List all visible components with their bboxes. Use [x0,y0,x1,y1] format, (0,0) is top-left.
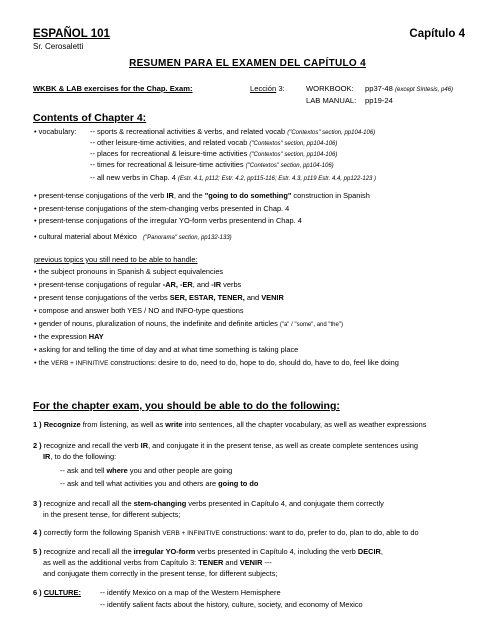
exam-item-6-line2: -- identify salient facts about the history, culture, society, and economy of Mexico [100,600,363,609]
vocab-item [90,173,376,182]
teacher-name: Sr. Cerosaletti [33,42,84,51]
text-small: VERB + INFINITIVE [51,360,109,367]
text: into sentences, all the chapter vocabulary, as well as weather expressions [184,420,427,429]
previous-item: • compose and answer both YES / NO and INFO-type questions [34,306,244,315]
vocab-item [90,149,337,158]
text-bold: IR [43,452,51,461]
exam-subitem [60,466,232,475]
vocab-cite: (Estr. 4.1, p112; Estr. 4.2, pp115-116; Estr. 4.3, p119 Estr. 4.4, pp122-123 ) [177,176,377,182]
previous-item: • present tense conjugations of the verbs SER, ESTAR, TENER, and VENIR [34,293,284,302]
course-title: ESPAÑOL 101 [33,28,110,40]
item-number: 2 ) [33,441,42,450]
text: , to do the following: [50,452,117,461]
content-item-culture: • cultural material about México ("Panorama" section, pp132-133) [34,232,232,241]
item-number: 1 ) [33,420,42,429]
workbook-pages [365,84,453,93]
exam-item-6 [33,588,81,597]
page-title: RESUMEN PARA EL EXAMEN DEL CAPÍTULO 4 [129,58,366,69]
previous-item: • the subject pronouns in Spanish & subject equivalencies [34,267,224,276]
previous-item: • gender of nouns, pluralization of nouns, the indefinite and definite articles ("a" / "some", and "the") [34,319,343,328]
vocab-text: -- sports & recreational activities & verbs, and related vocab [90,127,286,136]
exam-subitem [60,479,258,488]
text: and [225,558,238,567]
text-bold: SER, ESTAR, TENER, [169,293,245,302]
text: from listening, as well as [82,420,164,429]
text-bold: going to do [218,479,259,488]
content-item-yo: • present-tense conjugations of the irregular YO-form verbs presentend in Chap. 4 [34,216,302,225]
text: correctly form the following Spanish [43,528,161,537]
workbook-pages-value: pp37-48 [365,84,393,93]
vocab-label-line: • vocabulary: [34,127,77,136]
exam-item-5-cont [43,558,272,567]
exam-heading: For the chapter exam, you should be able to do the following: [33,400,340,412]
text-bold: -IR [211,280,222,289]
text-bold: DECIR [357,547,381,556]
text-bold: IR [140,441,149,450]
text-bold: stem-changing [133,499,187,508]
text: recognize and recall all the [43,547,132,556]
text: --- [264,558,272,567]
text: , [380,547,383,556]
text-bold: CULTURE: [43,588,81,597]
text-bold: where [106,466,128,475]
vocab-text: -- all new verbs in Chap. 4 [90,173,176,182]
text: verbs presented in Capítulo 4, including the verb [197,547,356,556]
item-number: 5 ) [33,547,42,556]
text: , and the [173,191,203,200]
exam-item-5-cont2: and conjugate them correctly in the present tense, for different subjects; [43,569,278,578]
item-number: 6 ) [33,588,42,597]
text: -- ask and tell [60,466,105,475]
text-bold: "going to do something" [204,191,292,200]
lesson-word: Lección [250,84,277,93]
text-bold: write [165,420,183,429]
text-bold: Recognize [43,420,81,429]
text: recognize and recall the verb [43,441,139,450]
vocab-item [90,138,337,147]
text-bold: VENIR [239,558,263,567]
content-item-ir: • present-tense conjugations of the verb IR, and the "going to do something" construction in Spanish [34,191,370,200]
vocab-item [90,127,375,136]
text: the [38,358,49,367]
text: -- ask and tell what activities you and others are [60,479,217,488]
previous-heading: previous topics you still need to be able to handle: [34,255,198,264]
text: present tense conjugations of the verbs [38,293,168,302]
text: , and conjugate it in the present tense, as well as create complete sentences using [148,441,418,450]
exam-item-2 [33,441,418,450]
lab-pages: pp19-24 [365,96,393,105]
exam-item-4 [33,528,419,537]
text: present-tense conjugations of the verb [38,191,165,200]
vocab-text: -- times for recreational & leisure-time activities [90,160,244,169]
text-small: VERB + INFINITIVE [162,530,220,537]
vocab-cite: ("Contextos" section, pp104-106) [249,141,338,147]
vocab-cite: ("Contextos" section, pp104-106) [249,152,338,158]
text: verbs [223,280,242,289]
text: constructions: desire to do, need to do, hope to do, should do, have to do, feel like doing [110,358,399,367]
vocab-label: vocabulary: [38,127,77,136]
text: , and [192,280,210,289]
previous-item: • asking for and telling the time of day and at what time something is taking place [34,345,299,354]
text-small: ("a" / "some", and "the") [279,322,343,328]
vocab-cite: ("Contextos" section, pp104-106) [287,130,376,136]
text-bold: VENIR [261,293,284,302]
text: present-tense conjugations of regular [38,280,161,289]
content-item-stem: • present-tense conjugations of the stem-changing verbs presented in Chap. 4 [34,204,290,213]
text-bold: TENER [198,558,224,567]
previous-item: • the expression HAY [34,332,104,341]
text: compose and answer both YES / NO and INFO-type questions [38,306,244,315]
text: and [246,293,260,302]
chapter-title: Capítulo 4 [409,28,465,40]
contents-heading: Contents of Chapter 4: [33,112,147,124]
text: present-tense conjugations of the stem-changing verbs presented in Chap. 4 [38,204,290,213]
text-bold: IR [166,191,174,200]
workbook-note: (except Síntesis, p46) [395,87,454,93]
lab-label: LAB MANUAL: [306,96,357,105]
vocab-cite: ("Contextos" section, pp104-106) [245,163,334,169]
text: the expression [38,332,87,341]
workbook-heading: WKBK & LAB exercises for the Chap. Exam: [33,84,193,93]
text: gender of nouns, pluralization of nouns, the indefinite and definite articles [38,319,278,328]
lesson-number: 3: [278,84,285,93]
text-cite: ("Panorama" section, pp132-133) [143,235,232,241]
text-bold: -AR, -ER [162,280,193,289]
exam-item-3 [33,499,384,508]
exam-item-5 [33,547,383,556]
text: the subject pronouns in Spanish & subject equivalencies [38,267,224,276]
exam-item-2-cont [43,452,116,461]
workbook-label: WORKBOOK: [306,84,354,93]
text: you and other people are going [129,466,233,475]
item-number: 4 ) [33,528,42,537]
exam-item-6-line1: -- identify Mexico on a map of the Western Hemisphere [100,588,281,597]
text: verbs presented in Capítulo 4, and conjugate them correctly [188,499,384,508]
text: constructions: want to do, prefer to do, plan to do, able to do [221,528,419,537]
text: recognize and recall all the [43,499,132,508]
vocab-item [90,160,334,169]
exam-item-1 [33,420,426,429]
text-bold: HAY [88,332,104,341]
text: cultural material about México [38,232,137,241]
text: asking for and telling the time of day and at what time something is taking place [38,345,299,354]
vocab-text: -- other leisure-time activities, and related vocab [90,138,248,147]
text: construction in Spanish [293,191,370,200]
text-bold: irregular YO-form [133,547,196,556]
previous-item: • the VERB + INFINITIVE constructions: desire to do, need to do, hope to do, should do, have to do, feel like doing [34,358,399,367]
text: present-tense conjugations of the irregular YO-form verbs presentend in Chap. 4 [38,216,302,225]
lesson-label [250,84,285,93]
previous-item: • present-tense conjugations of regular -AR, -ER, and -IR verbs [34,280,242,289]
vocab-text: -- places for recreational & leisure-time activities [90,149,248,158]
exam-item-3-cont: in the present tense, for different subjects; [43,510,181,519]
item-number: 3 ) [33,499,42,508]
text: as well as the additional verbs from Capítulo 3: [43,558,197,567]
